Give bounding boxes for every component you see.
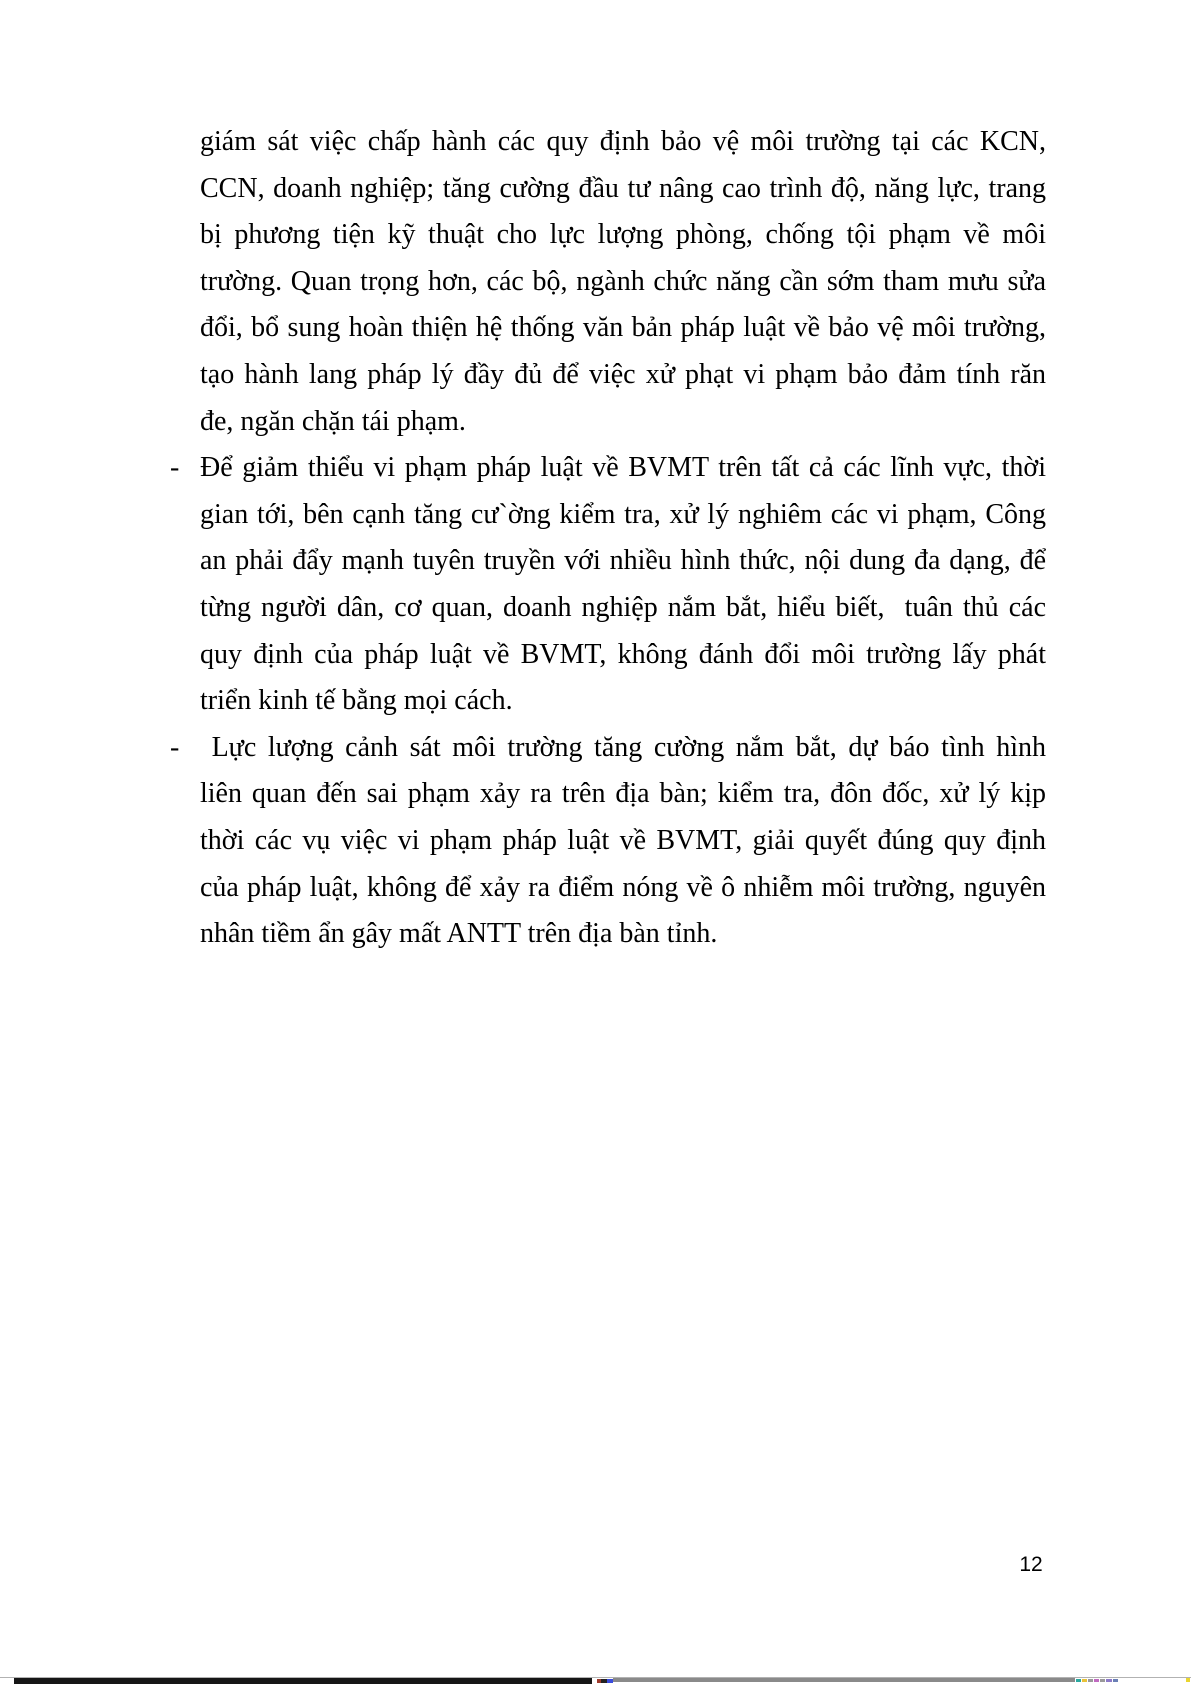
- strip-yellow-tick: [1186, 1678, 1190, 1682]
- page-number: 12: [1019, 1553, 1043, 1576]
- bullet-item: [170, 445, 1046, 725]
- strip-pink-dash: [1094, 1679, 1099, 1682]
- text-line: gian tới, bên cạnh tăng cư`ờng kiểm tra, xử lý nghiêm các vi phạm, Công: [200, 498, 1046, 530]
- document-body: [170, 119, 1046, 958]
- text-line: giám sát việc chấp hành các quy định bảo vệ môi trường tại các KCN,: [200, 126, 1046, 157]
- strip-gray-bar: [613, 1678, 1075, 1682]
- text-line: của pháp luật, không để xảy ra điểm nóng về ô nhiễm môi trường, nguyên: [200, 871, 1046, 903]
- strip-teal-dash: [1076, 1679, 1081, 1682]
- bullet-item: [170, 725, 1046, 958]
- text-line: CCN, doanh nghiệp; tăng cường đầu tư nâng cao trình độ, năng lực, trang: [200, 172, 1046, 204]
- text-line: đổi, bổ sung hoàn thiện hệ thống văn bản pháp luật về bảo vệ môi trường,: [200, 312, 1046, 344]
- text-line: tạo hành lang pháp lý đầy đủ để việc xử phạt vi phạm bảo đảm tính răn: [200, 358, 1046, 390]
- strip-gray-dash-2: [1100, 1679, 1105, 1682]
- text-line: từng người dân, cơ quan, doanh nghiệp nắm bắt, hiểu biết, tuân thủ các: [200, 591, 1046, 623]
- text-line: liên quan đến sai phạm xảy ra trên địa bàn; kiểm tra, đôn đốc, xử lý kịp: [200, 778, 1046, 810]
- strip-black-bar: [14, 1678, 592, 1684]
- text-line: Lực lượng cảnh sát môi trường tăng cường nắm bắt, dự báo tình hình: [200, 731, 1046, 763]
- text-line: thời các vụ việc vi phạm pháp luật về BVMT, giải quyết đúng quy định: [200, 824, 1046, 856]
- text-line: an phải đẩy mạnh tuyên truyền với nhiều hình thức, nội dung đa dạng, để: [200, 545, 1046, 577]
- text-line: trường. Quan trọng hơn, các bộ, ngành chức năng cần sớm tham mưu sửa: [200, 265, 1046, 297]
- strip-gray-dash-1: [1088, 1679, 1093, 1682]
- strip-yellow-dash: [1082, 1679, 1087, 1682]
- text-line: nhân tiềm ẩn gây mất ANTT trên địa bàn tỉnh.: [200, 918, 718, 950]
- strip-bluegray-dash: [1113, 1679, 1118, 1682]
- text-line: Để giảm thiểu vi phạm pháp luật về BVMT trên tất cả các lĩnh vực, thời: [200, 452, 1046, 484]
- bullet-dash: -: [170, 731, 180, 763]
- bullet-dash: -: [170, 452, 180, 484]
- text-line: đe, ngăn chặn tái phạm.: [200, 405, 466, 437]
- text-line: triển kinh tế bằng mọi cách.: [200, 685, 513, 717]
- text-line: quy định của pháp luật về BVMT, không đánh đổi môi trường lấy phát: [200, 638, 1046, 670]
- paragraph: [200, 119, 1046, 445]
- text-line: bị phương tiện kỹ thuật cho lực lượng phòng, chống tội phạm về môi: [200, 219, 1046, 251]
- strip-purple-dash: [1106, 1679, 1112, 1682]
